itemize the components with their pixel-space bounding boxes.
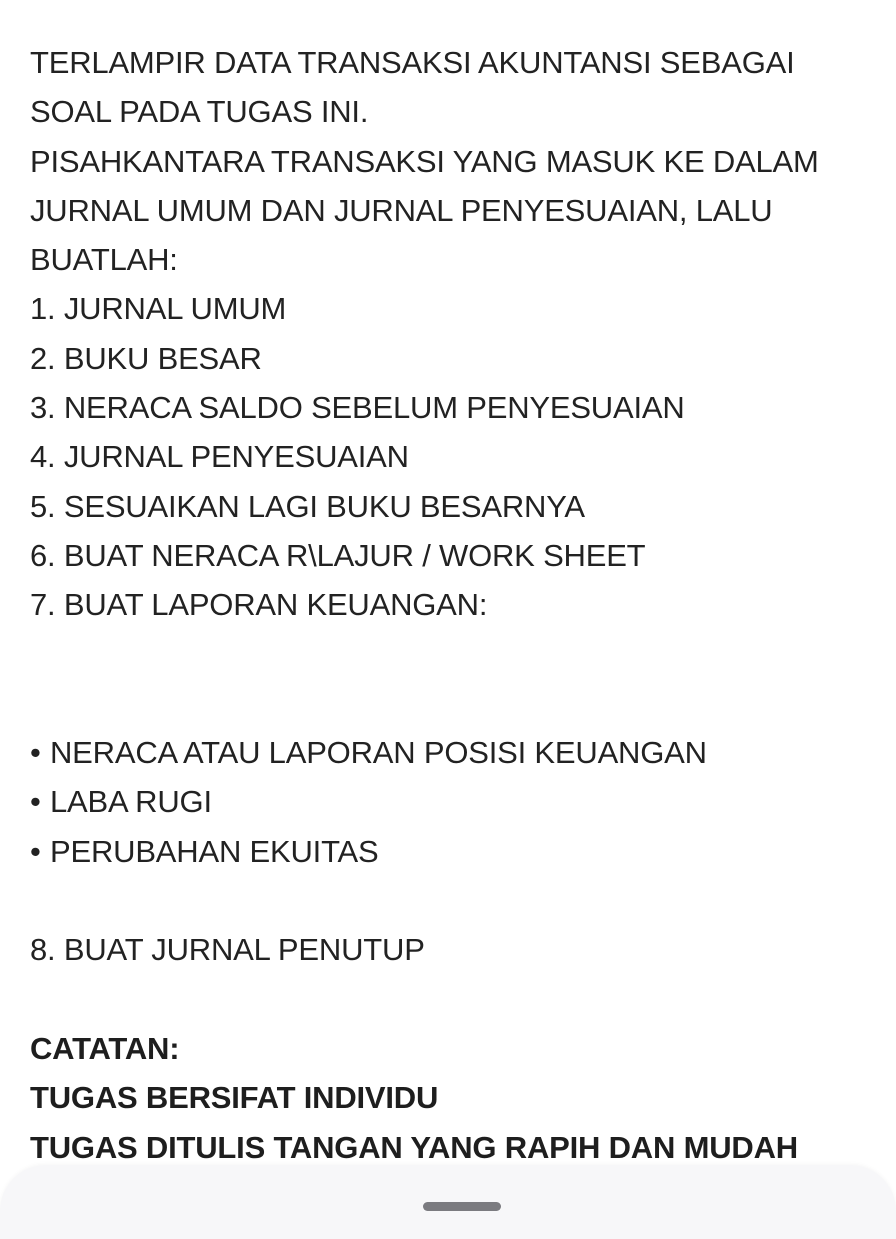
- intro-line-4: JURNAL UMUM DAN JURNAL PENYESUAIAN, LALU: [30, 192, 773, 228]
- step-1: 1. JURNAL UMUM: [30, 291, 287, 327]
- bullet-dot-icon: •: [30, 784, 41, 820]
- step-8: 8. BUAT JURNAL PENUTUP: [30, 932, 425, 968]
- intro-line-1: TERLAMPIR DATA TRANSAKSI AKUNTANSI SEBAGAI: [30, 45, 795, 80]
- bullet-dot-icon: •: [30, 833, 41, 869]
- assignment-text: [30, 38, 880, 1172]
- spacer: [30, 876, 880, 925]
- step-4: 4. JURNAL PENYESUAIAN: [30, 439, 409, 475]
- bullet-item: [30, 827, 880, 876]
- spacer: [30, 975, 880, 1024]
- step-2: 2. BUKU BESAR: [30, 340, 262, 376]
- bullet-item: [30, 777, 880, 826]
- step-6: 6. BUAT NERACA R\LAJUR / WORK SHEET: [30, 537, 646, 573]
- bullet-item: [30, 728, 880, 777]
- drag-handle[interactable]: [423, 1202, 501, 1211]
- bullet-text: NERACA ATAU LAPORAN POSISI KEUANGAN: [50, 735, 707, 771]
- intro-line-5: BUATLAH:: [30, 242, 178, 278]
- spacer: [30, 630, 880, 729]
- bullet-text: PERUBAHAN EKUITAS: [50, 833, 379, 869]
- notes-line-1: TUGAS BERSIFAT INDIVIDU: [30, 1080, 439, 1116]
- bullet-dot-icon: •: [30, 735, 41, 771]
- notes-line-2: TUGAS DITULIS TANGAN YANG RAPIH DAN MUDAH: [30, 1129, 798, 1165]
- intro-line-2: SOAL PADA TUGAS INI.: [30, 94, 369, 130]
- bullet-text: LABA RUGI: [50, 784, 212, 820]
- step-7: 7. BUAT LAPORAN KEUANGAN:: [30, 587, 488, 623]
- intro-line-3: PISAHKANTARA TRANSAKSI YANG MASUK KE DALAM: [30, 143, 819, 179]
- notes-heading: CATATAN:: [30, 1030, 180, 1066]
- step-3: 3. NERACA SALDO SEBELUM PENYESUAIAN: [30, 390, 685, 426]
- step-5: 5. SESUAIKAN LAGI BUKU BESARNYA: [30, 488, 585, 524]
